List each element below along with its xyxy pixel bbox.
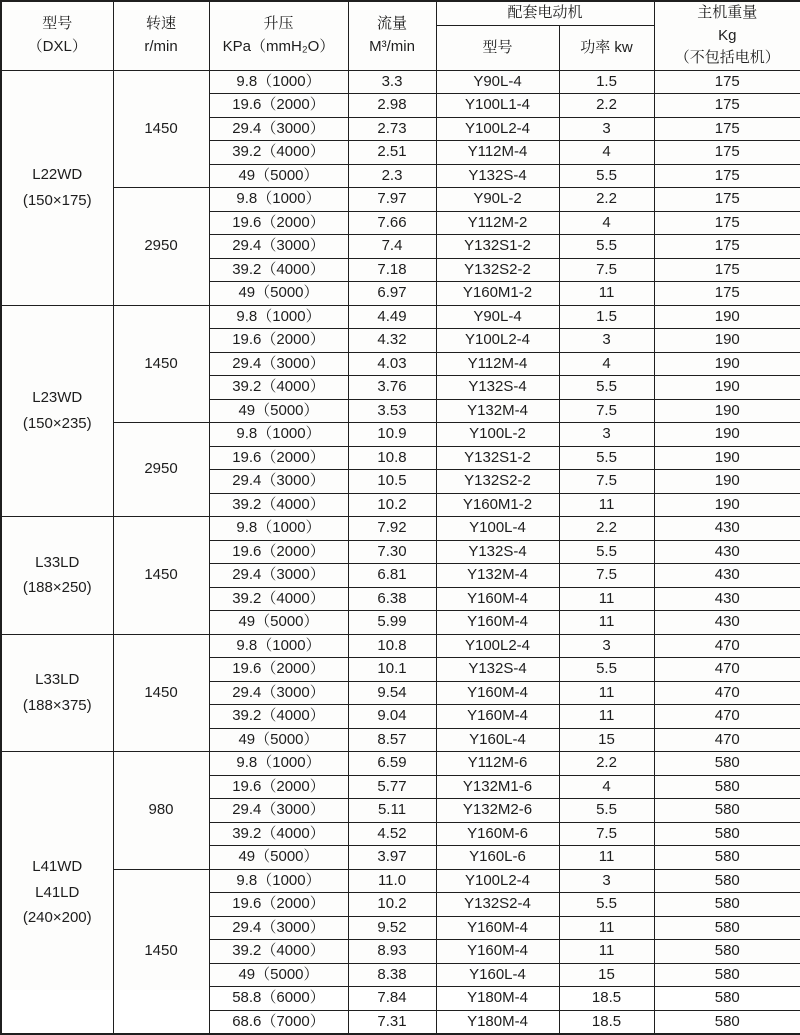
speed-cell: 1450 bbox=[113, 869, 209, 1034]
flow-cell: 10.9 bbox=[348, 423, 436, 447]
table-row bbox=[1, 517, 800, 541]
flow-cell: 7.92 bbox=[348, 517, 436, 541]
motor-model-cell: Y132S2-2 bbox=[436, 470, 559, 494]
model-cell: L23WD (150×235) bbox=[1, 305, 113, 517]
pressure-cell: 9.8（1000） bbox=[209, 869, 348, 893]
motor-power-cell: 11 bbox=[559, 611, 654, 635]
header-flow bbox=[348, 1, 436, 70]
pressure-cell: 49（5000） bbox=[209, 728, 348, 752]
motor-power-cell: 11 bbox=[559, 681, 654, 705]
weight-cell: 580 bbox=[654, 869, 800, 893]
motor-power-cell: 3 bbox=[559, 329, 654, 353]
flow-cell: 9.04 bbox=[348, 705, 436, 729]
speed-cell: 2950 bbox=[113, 188, 209, 306]
motor-model-cell: Y100L1-4 bbox=[436, 94, 559, 118]
motor-power-cell: 11 bbox=[559, 587, 654, 611]
pressure-cell: 9.8（1000） bbox=[209, 70, 348, 94]
weight-cell: 190 bbox=[654, 399, 800, 423]
motor-power-cell: 3 bbox=[559, 423, 654, 447]
pressure-cell: 9.8（1000） bbox=[209, 752, 348, 776]
pressure-cell: 39.2（4000） bbox=[209, 822, 348, 846]
pressure-cell: 29.4（3000） bbox=[209, 352, 348, 376]
header-speed-line2: r/min bbox=[144, 37, 178, 55]
motor-power-cell: 2.2 bbox=[559, 752, 654, 776]
header-motor-group: 配套电动机 bbox=[436, 1, 654, 26]
motor-power-cell: 7.5 bbox=[559, 258, 654, 282]
motor-power-cell: 2.2 bbox=[559, 188, 654, 212]
pressure-cell: 29.4（3000） bbox=[209, 235, 348, 259]
table-row bbox=[1, 869, 800, 893]
motor-power-cell: 2.2 bbox=[559, 517, 654, 541]
pressure-cell: 49（5000） bbox=[209, 846, 348, 870]
motor-power-cell: 11 bbox=[559, 493, 654, 517]
motor-model-cell: Y160M-4 bbox=[436, 916, 559, 940]
pressure-cell: 29.4（3000） bbox=[209, 799, 348, 823]
weight-cell: 190 bbox=[654, 493, 800, 517]
pressure-cell: 19.6（2000） bbox=[209, 446, 348, 470]
motor-model-cell: Y90L-4 bbox=[436, 70, 559, 94]
pressure-cell: 29.4（3000） bbox=[209, 564, 348, 588]
pressure-cell: 39.2（4000） bbox=[209, 493, 348, 517]
weight-cell: 580 bbox=[654, 799, 800, 823]
weight-cell: 175 bbox=[654, 258, 800, 282]
pressure-cell: 49（5000） bbox=[209, 611, 348, 635]
motor-power-cell: 7.5 bbox=[559, 564, 654, 588]
speed-cell: 2950 bbox=[113, 423, 209, 517]
motor-model-cell: Y180M-4 bbox=[436, 987, 559, 1011]
motor-model-cell: Y160M-4 bbox=[436, 611, 559, 635]
flow-cell: 7.84 bbox=[348, 987, 436, 1011]
motor-model-cell: Y160M-4 bbox=[436, 705, 559, 729]
motor-power-cell: 11 bbox=[559, 282, 654, 306]
flow-cell: 7.31 bbox=[348, 1010, 436, 1034]
model-cell: L22WD (150×175) bbox=[1, 70, 113, 305]
motor-model-cell: Y132M2-6 bbox=[436, 799, 559, 823]
weight-cell: 470 bbox=[654, 681, 800, 705]
flow-cell: 2.73 bbox=[348, 117, 436, 141]
header-weight-line1: 主机重量 bbox=[697, 4, 758, 21]
pressure-cell: 9.8（1000） bbox=[209, 423, 348, 447]
motor-power-cell: 15 bbox=[559, 728, 654, 752]
header-pressure-line2: KPa（mmH₂O） bbox=[222, 37, 335, 55]
flow-cell: 10.8 bbox=[348, 446, 436, 470]
flow-cell: 8.93 bbox=[348, 940, 436, 964]
motor-power-cell: 11 bbox=[559, 705, 654, 729]
flow-cell: 2.3 bbox=[348, 164, 436, 188]
motor-power-cell: 7.5 bbox=[559, 399, 654, 423]
weight-cell: 190 bbox=[654, 329, 800, 353]
weight-cell: 190 bbox=[654, 305, 800, 329]
motor-power-cell: 4 bbox=[559, 775, 654, 799]
speed-cell: 1450 bbox=[113, 70, 209, 188]
flow-cell: 3.3 bbox=[348, 70, 436, 94]
weight-cell: 430 bbox=[654, 587, 800, 611]
flow-cell: 5.77 bbox=[348, 775, 436, 799]
motor-model-cell: Y132S-4 bbox=[436, 540, 559, 564]
flow-cell: 11.0 bbox=[348, 869, 436, 893]
motor-power-cell: 4 bbox=[559, 141, 654, 165]
weight-cell: 580 bbox=[654, 940, 800, 964]
weight-cell: 430 bbox=[654, 540, 800, 564]
flow-cell: 8.57 bbox=[348, 728, 436, 752]
pressure-cell: 58.8（6000） bbox=[209, 987, 348, 1011]
motor-power-cell: 5.5 bbox=[559, 446, 654, 470]
pressure-cell: 19.6（2000） bbox=[209, 94, 348, 118]
pressure-cell: 29.4（3000） bbox=[209, 916, 348, 940]
weight-cell: 580 bbox=[654, 752, 800, 776]
flow-cell: 7.18 bbox=[348, 258, 436, 282]
motor-power-cell: 3 bbox=[559, 117, 654, 141]
flow-cell: 7.4 bbox=[348, 235, 436, 259]
weight-cell: 470 bbox=[654, 728, 800, 752]
weight-cell: 190 bbox=[654, 423, 800, 447]
pressure-cell: 68.6（7000） bbox=[209, 1010, 348, 1034]
header-pressure bbox=[209, 1, 348, 70]
weight-cell: 190 bbox=[654, 446, 800, 470]
spec-table-body bbox=[1, 70, 800, 1034]
motor-model-cell: Y100L2-4 bbox=[436, 634, 559, 658]
weight-cell: 580 bbox=[654, 822, 800, 846]
motor-power-cell: 1.5 bbox=[559, 305, 654, 329]
motor-model-cell: Y132S1-2 bbox=[436, 446, 559, 470]
header-flow-line2: M³/min bbox=[369, 37, 415, 55]
pressure-cell: 19.6（2000） bbox=[209, 775, 348, 799]
flow-cell: 7.30 bbox=[348, 540, 436, 564]
pressure-cell: 39.2（4000） bbox=[209, 376, 348, 400]
weight-cell: 190 bbox=[654, 470, 800, 494]
motor-model-cell: Y132S1-2 bbox=[436, 235, 559, 259]
flow-cell: 5.11 bbox=[348, 799, 436, 823]
speed-cell: 1450 bbox=[113, 517, 209, 635]
motor-power-cell: 7.5 bbox=[559, 470, 654, 494]
flow-cell: 6.97 bbox=[348, 282, 436, 306]
header-weight-line3: （不包括电机） bbox=[674, 49, 780, 66]
motor-power-cell: 5.5 bbox=[559, 376, 654, 400]
motor-model-cell: Y160M-4 bbox=[436, 940, 559, 964]
flow-cell: 10.2 bbox=[348, 493, 436, 517]
table-row bbox=[1, 423, 800, 447]
motor-power-cell: 5.5 bbox=[559, 540, 654, 564]
flow-cell: 7.97 bbox=[348, 188, 436, 212]
flow-cell: 10.5 bbox=[348, 470, 436, 494]
header-weight-line2: Kg bbox=[718, 26, 737, 44]
flow-cell: 6.38 bbox=[348, 587, 436, 611]
weight-cell: 190 bbox=[654, 376, 800, 400]
flow-cell: 4.49 bbox=[348, 305, 436, 329]
header-model-line2: （DXL） bbox=[27, 37, 87, 55]
motor-model-cell: Y90L-2 bbox=[436, 188, 559, 212]
motor-model-cell: Y112M-4 bbox=[436, 352, 559, 376]
motor-power-cell: 18.5 bbox=[559, 987, 654, 1011]
flow-cell: 9.52 bbox=[348, 916, 436, 940]
weight-cell: 175 bbox=[654, 164, 800, 188]
flow-cell: 10.2 bbox=[348, 893, 436, 917]
table-row bbox=[1, 70, 800, 94]
motor-model-cell: Y132S2-2 bbox=[436, 258, 559, 282]
pressure-cell: 29.4（3000） bbox=[209, 681, 348, 705]
header-flow-line1: 流量 bbox=[376, 15, 407, 33]
flow-cell: 6.59 bbox=[348, 752, 436, 776]
motor-power-cell: 11 bbox=[559, 846, 654, 870]
flow-cell: 6.81 bbox=[348, 564, 436, 588]
speed-cell: 1450 bbox=[113, 634, 209, 752]
motor-model-cell: Y132M-4 bbox=[436, 564, 559, 588]
flow-cell: 5.99 bbox=[348, 611, 436, 635]
motor-model-cell: Y160L-4 bbox=[436, 728, 559, 752]
flow-cell: 7.66 bbox=[348, 211, 436, 235]
flow-cell: 2.51 bbox=[348, 141, 436, 165]
motor-power-cell: 18.5 bbox=[559, 1010, 654, 1034]
weight-cell: 470 bbox=[654, 658, 800, 682]
flow-cell: 4.52 bbox=[348, 822, 436, 846]
pressure-cell: 9.8（1000） bbox=[209, 517, 348, 541]
motor-power-cell: 11 bbox=[559, 940, 654, 964]
motor-power-cell: 5.5 bbox=[559, 164, 654, 188]
flow-cell: 10.1 bbox=[348, 658, 436, 682]
flow-cell: 9.54 bbox=[348, 681, 436, 705]
motor-model-cell: Y132S-4 bbox=[436, 658, 559, 682]
header-motor-power: 功率 kw bbox=[559, 26, 654, 70]
motor-power-cell: 2.2 bbox=[559, 94, 654, 118]
speed-cell: 980 bbox=[113, 752, 209, 870]
weight-cell: 430 bbox=[654, 611, 800, 635]
table-row bbox=[1, 188, 800, 212]
motor-model-cell: Y160M-4 bbox=[436, 681, 559, 705]
weight-cell: 175 bbox=[654, 235, 800, 259]
weight-cell: 580 bbox=[654, 963, 800, 987]
header-weight bbox=[654, 1, 800, 70]
flow-cell: 3.53 bbox=[348, 399, 436, 423]
weight-cell: 580 bbox=[654, 1010, 800, 1034]
header-pressure-line1: 升压 bbox=[263, 15, 294, 33]
motor-model-cell: Y132S2-4 bbox=[436, 893, 559, 917]
flow-cell: 3.76 bbox=[348, 376, 436, 400]
motor-power-cell: 5.5 bbox=[559, 235, 654, 259]
model-cell: L41WD L41LD (240×200) bbox=[1, 752, 113, 1035]
flow-cell: 4.03 bbox=[348, 352, 436, 376]
weight-cell: 430 bbox=[654, 517, 800, 541]
pressure-cell: 39.2（4000） bbox=[209, 258, 348, 282]
weight-cell: 430 bbox=[654, 564, 800, 588]
header-motor-model: 型号 bbox=[436, 26, 559, 70]
motor-model-cell: Y100L-4 bbox=[436, 517, 559, 541]
pressure-cell: 49（5000） bbox=[209, 963, 348, 987]
weight-cell: 190 bbox=[654, 352, 800, 376]
weight-cell: 580 bbox=[654, 987, 800, 1011]
pressure-cell: 39.2（4000） bbox=[209, 705, 348, 729]
motor-power-cell: 5.5 bbox=[559, 893, 654, 917]
speed-cell: 1450 bbox=[113, 305, 209, 423]
pressure-cell: 19.6（2000） bbox=[209, 893, 348, 917]
motor-model-cell: Y160L-6 bbox=[436, 846, 559, 870]
motor-model-cell: Y132S-4 bbox=[436, 376, 559, 400]
pressure-cell: 19.6（2000） bbox=[209, 211, 348, 235]
motor-model-cell: Y160M-6 bbox=[436, 822, 559, 846]
weight-cell: 175 bbox=[654, 117, 800, 141]
weight-cell: 580 bbox=[654, 846, 800, 870]
motor-power-cell: 5.5 bbox=[559, 799, 654, 823]
header-speed bbox=[113, 1, 209, 70]
pressure-cell: 39.2（4000） bbox=[209, 141, 348, 165]
motor-model-cell: Y112M-2 bbox=[436, 211, 559, 235]
motor-model-cell: Y180M-4 bbox=[436, 1010, 559, 1034]
motor-model-cell: Y132S-4 bbox=[436, 164, 559, 188]
table-row bbox=[1, 752, 800, 776]
motor-power-cell: 15 bbox=[559, 963, 654, 987]
weight-cell: 580 bbox=[654, 893, 800, 917]
motor-model-cell: Y90L-4 bbox=[436, 305, 559, 329]
flow-cell: 2.98 bbox=[348, 94, 436, 118]
motor-power-cell: 3 bbox=[559, 634, 654, 658]
pressure-cell: 19.6（2000） bbox=[209, 329, 348, 353]
weight-cell: 175 bbox=[654, 70, 800, 94]
model-cell: L33LD (188×375) bbox=[1, 634, 113, 752]
pressure-cell: 49（5000） bbox=[209, 164, 348, 188]
flow-cell: 8.38 bbox=[348, 963, 436, 987]
pressure-cell: 39.2（4000） bbox=[209, 940, 348, 964]
motor-power-cell: 3 bbox=[559, 869, 654, 893]
motor-model-cell: Y100L2-4 bbox=[436, 869, 559, 893]
flow-cell: 10.8 bbox=[348, 634, 436, 658]
motor-power-cell: 11 bbox=[559, 916, 654, 940]
motor-power-cell: 4 bbox=[559, 352, 654, 376]
motor-model-cell: Y100L-2 bbox=[436, 423, 559, 447]
flow-cell: 3.97 bbox=[348, 846, 436, 870]
motor-model-cell: Y112M-4 bbox=[436, 141, 559, 165]
weight-cell: 470 bbox=[654, 634, 800, 658]
motor-model-cell: Y160M1-2 bbox=[436, 493, 559, 517]
pressure-cell: 19.6（2000） bbox=[209, 540, 348, 564]
motor-model-cell: Y160M-4 bbox=[436, 587, 559, 611]
weight-cell: 580 bbox=[654, 775, 800, 799]
motor-power-cell: 5.5 bbox=[559, 658, 654, 682]
weight-cell: 175 bbox=[654, 211, 800, 235]
header-model bbox=[1, 1, 113, 70]
motor-power-cell: 7.5 bbox=[559, 822, 654, 846]
pressure-cell: 19.6（2000） bbox=[209, 658, 348, 682]
pressure-cell: 29.4（3000） bbox=[209, 470, 348, 494]
pressure-cell: 49（5000） bbox=[209, 282, 348, 306]
weight-cell: 175 bbox=[654, 94, 800, 118]
motor-model-cell: Y132M1-6 bbox=[436, 775, 559, 799]
pressure-cell: 39.2（4000） bbox=[209, 587, 348, 611]
motor-power-cell: 1.5 bbox=[559, 70, 654, 94]
model-cell: L33LD (188×250) bbox=[1, 517, 113, 635]
weight-cell: 175 bbox=[654, 188, 800, 212]
flow-cell: 4.32 bbox=[348, 329, 436, 353]
motor-model-cell: Y112M-6 bbox=[436, 752, 559, 776]
motor-model-cell: Y132M-4 bbox=[436, 399, 559, 423]
motor-model-cell: Y160L-4 bbox=[436, 963, 559, 987]
header-model-line1: 型号 bbox=[42, 15, 73, 33]
motor-model-cell: Y100L2-4 bbox=[436, 329, 559, 353]
motor-model-cell: Y100L2-4 bbox=[436, 117, 559, 141]
pressure-cell: 49（5000） bbox=[209, 399, 348, 423]
pressure-cell: 9.8（1000） bbox=[209, 305, 348, 329]
weight-cell: 175 bbox=[654, 282, 800, 306]
motor-power-cell: 4 bbox=[559, 211, 654, 235]
pressure-cell: 9.8（1000） bbox=[209, 188, 348, 212]
header-speed-line1: 转速 bbox=[145, 15, 176, 33]
weight-cell: 175 bbox=[654, 141, 800, 165]
weight-cell: 580 bbox=[654, 916, 800, 940]
table-row bbox=[1, 634, 800, 658]
weight-cell: 470 bbox=[654, 705, 800, 729]
pressure-cell: 9.8（1000） bbox=[209, 634, 348, 658]
pressure-cell: 29.4（3000） bbox=[209, 117, 348, 141]
table-header bbox=[1, 1, 800, 70]
motor-model-cell: Y160M1-2 bbox=[436, 282, 559, 306]
table-row bbox=[1, 305, 800, 329]
